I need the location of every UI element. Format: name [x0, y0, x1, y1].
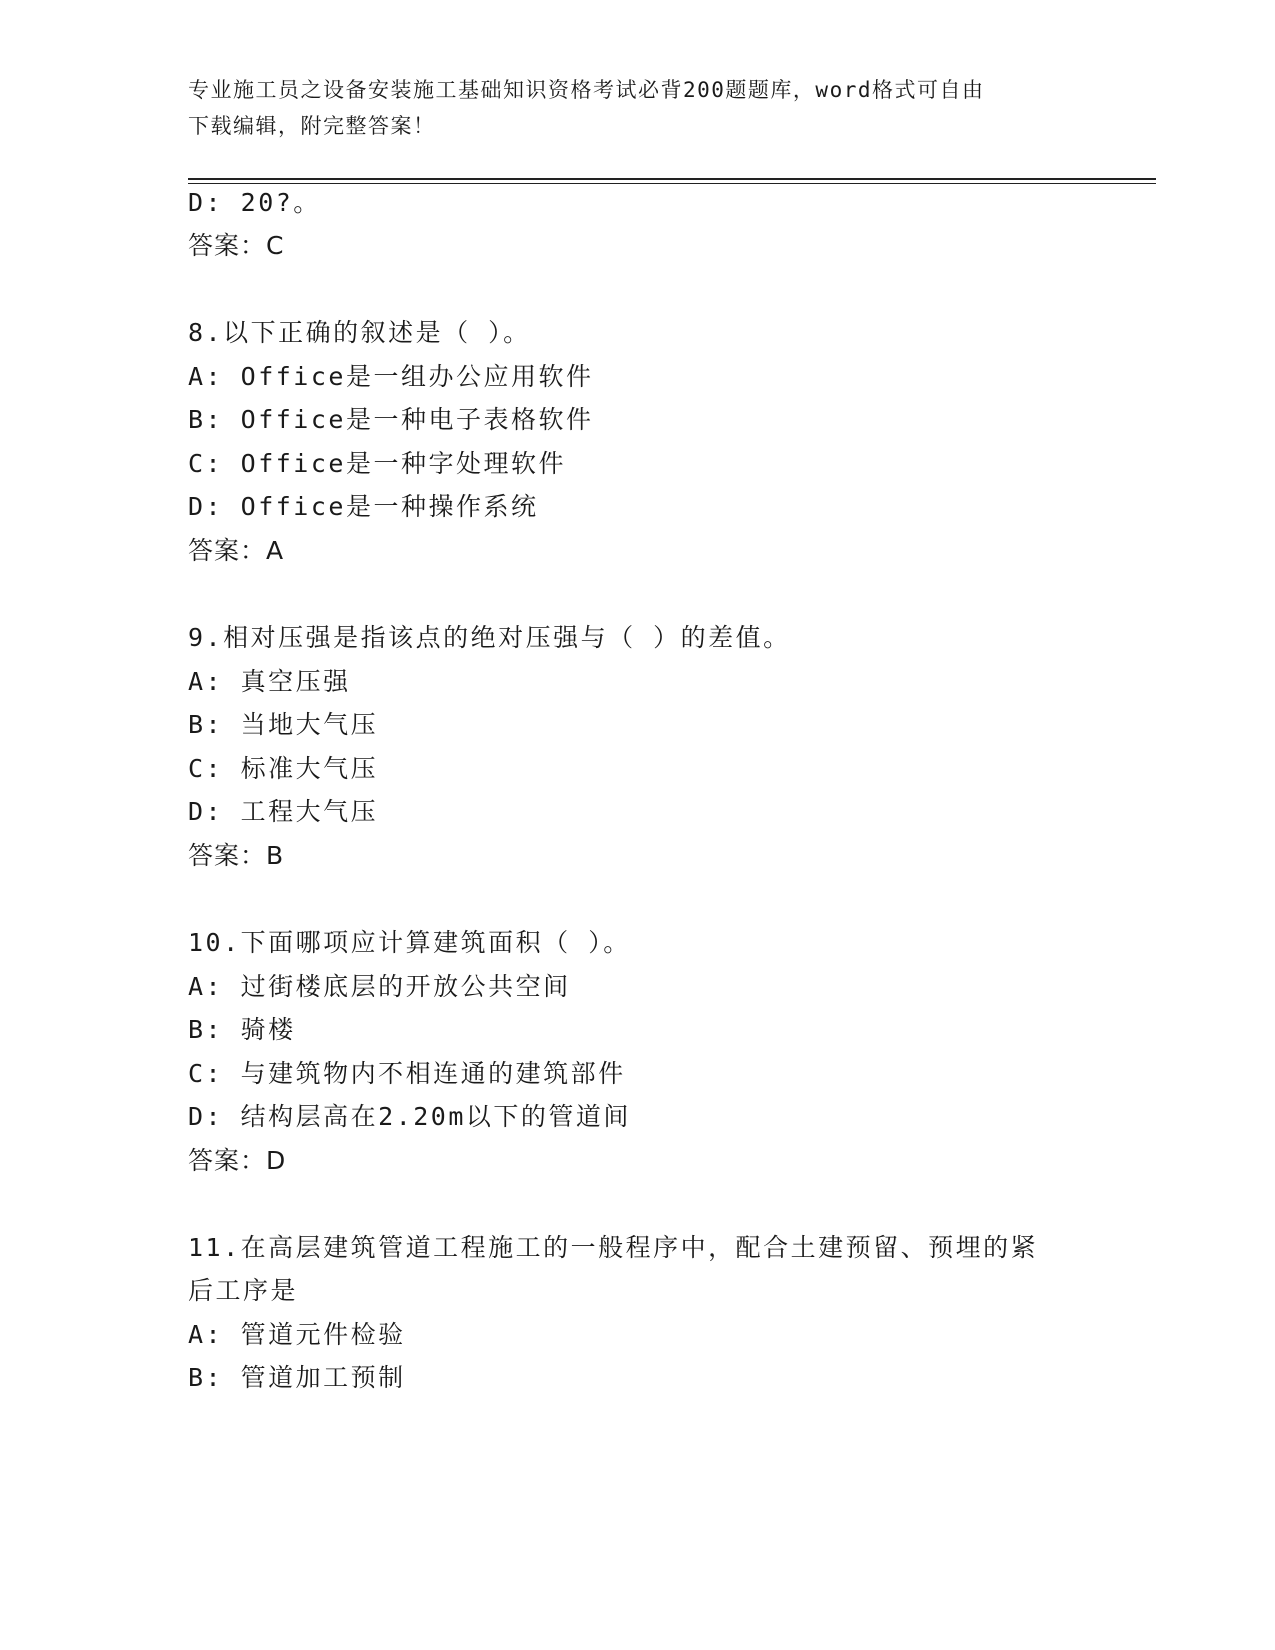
q11-option-a: A: 管道元件检验	[188, 1320, 406, 1349]
q10-option-c: C: 与建筑物内不相连通的建筑部件	[188, 1059, 626, 1088]
q11-question-line-2: 后工序是	[188, 1276, 299, 1305]
q10-option-d: D: 结构层高在2.20m以下的管道间	[188, 1102, 631, 1131]
prev-option-d: D: 20?。	[188, 188, 321, 217]
q10-option-a: A: 过街楼底层的开放公共空间	[188, 972, 571, 1001]
q8-option-b: B: Office是一种电子表格软件	[188, 405, 594, 434]
q10-question: 10.下面哪项应计算建筑面积（ ）。	[188, 928, 631, 957]
header-title-line-2: 下载编辑，附完整答案！	[188, 114, 436, 138]
q8-option-c: C: Office是一种字处理软件	[188, 449, 566, 478]
header-divider-thin	[188, 183, 1156, 184]
q9-option-d: D: 工程大气压	[188, 797, 379, 826]
q9-option-c: C: 标准大气压	[188, 754, 379, 783]
prev-answer: 答案：C	[188, 231, 285, 260]
q9-option-b: B: 当地大气压	[188, 710, 379, 739]
q9-option-a: A: 真空压强	[188, 667, 351, 696]
q8-option-a: A: Office是一组办公应用软件	[188, 362, 594, 391]
q8-option-d: D: Office是一种操作系统	[188, 492, 539, 521]
q8-question: 8.以下正确的叙述是（ ）。	[188, 318, 531, 347]
document-header	[188, 72, 1088, 144]
q11-option-b: B: 管道加工预制	[188, 1363, 406, 1392]
q10-option-b: B: 骑楼	[188, 1015, 296, 1044]
header-title-line-1: 专业施工员之设备安装施工基础知识资格考试必背200题题库，word格式可自由	[188, 78, 985, 102]
q11-question-line-1: 11.在高层建筑管道工程施工的一般程序中，配合土建预留、预埋的紧	[188, 1233, 1039, 1262]
q9-answer: 答案：B	[188, 841, 285, 870]
q9-question: 9.相对压强是指该点的绝对压强与（ ）的差值。	[188, 623, 791, 652]
header-divider-thick	[188, 178, 1156, 180]
q10-answer: 答案：D	[188, 1146, 287, 1175]
q8-answer: 答案：A	[188, 536, 285, 565]
